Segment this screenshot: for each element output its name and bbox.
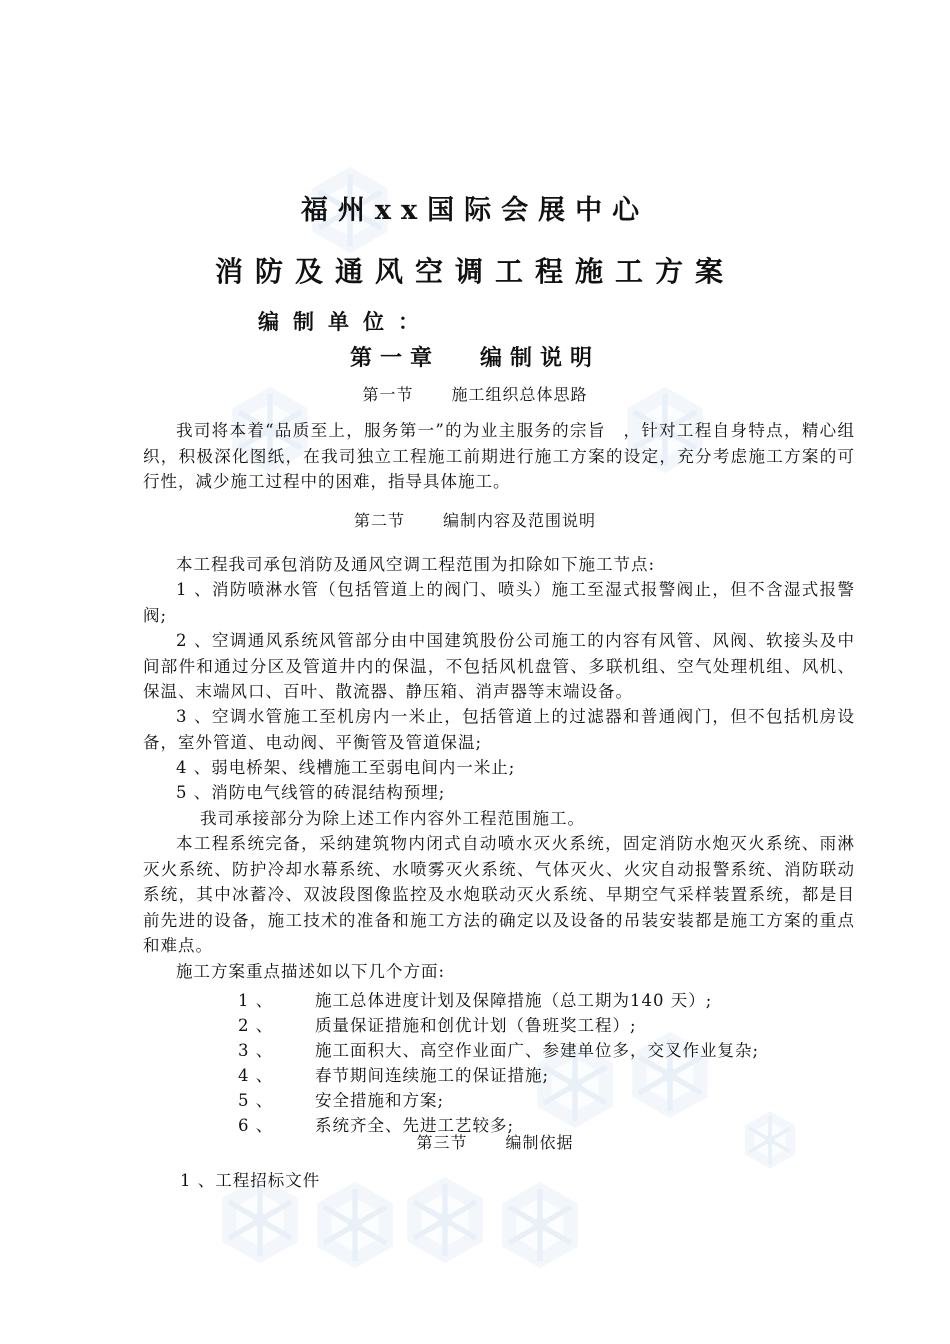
chapter-number: 第一章 — [349, 345, 440, 371]
basis-item: 1 、工程招标文件 — [180, 1171, 321, 1190]
section3-title: 编制依据 — [505, 1133, 574, 1152]
chapter-heading — [0, 341, 950, 372]
scope-item: 1 、消防喷淋水管（包括管道上的阀门、喷头）施工至湿式报警阀止，但不含湿式报警阀; — [143, 580, 855, 625]
section2-title: 编制内容及范围说明 — [443, 511, 597, 530]
section2-intro: 本工程我司承包消防及通风空调工程范围为扣除如下施工节点: — [176, 555, 656, 574]
system-paragraph: 本工程系统完备，采纳建筑物内闭式自动喷水灭火系统，固定消防水炮灭火系统、雨淋灭火系统、防护冷却水幕系统、水喷雾灭火系统、气体灭火、火灾自动报警系统、消防联动系统，其中冰蓄冷、双波段图像监控及水炮联动灭火系统、早期空气采样装置系统，都是目前先进的设备，施工技术的准备和施工方法的确定以及设备的吊装安装都是施工方案的重点和难点。 — [143, 834, 855, 955]
section1-number: 第一节 — [362, 385, 414, 404]
watermark-snowflake-icon — [310, 1180, 400, 1270]
document-title-line1: 福州xx国际会展中心 — [300, 195, 650, 226]
watermark-snowflake-icon — [400, 1175, 490, 1265]
section3-number: 第三节 — [416, 1133, 468, 1152]
section1-paragraph: 我司将本着“品质至上，服务第一”的为业主服务的宗旨 ，针对工程自身特点，精心组织，积极深化图纸，在我司独立工程施工前期进行施工方案的设定，充分考虑施工方案的可行性，减少施工过程中的困难，指导具体施工。 — [143, 421, 855, 491]
scope-note: 我司承接部分为除上述工作内容外工程范围施工。 — [200, 809, 585, 828]
document-page: 福州xx国际会展中心 消防及通风空调工程施工方案 编制单位： 第一章 编制说明 第一节 施工组织总体思路 我司将本着“品质至上，服务第一”的为业主服务的宗旨 ，针对工程自身特点，精心组织，积极深化图纸，在我司独立工程施工前期进行施工方案的设定，充分考虑施工方案的可行性，减少施工过程中的困难，指导具体施工。 第二节 编制内容及范围说明 本工程我司承包消防及通风空调工程范围为扣除如下施工节点: 1 、消防喷淋水管（包括管道上的阀门、喷头）施工至湿式报警阀止，但不含湿式报警阀; 2 、空调通风系统风管部分由中国建筑股份公司施工的内容有风管、风阀、软接头及中间部件和通过分区及管道井内的保温，不包括风机盘管、多联机组、空气处理机组、风机、保温、末端风口、百叶、散流器、静压箱、消声器等末端设备。 3 、空调水管施工至机房内一米止，包括管道上的过滤器和普通阀门，但不包括机房设备，室外管道、电动阀、平衡管及管道保温; 4 、弱电桥架、线槽施工至弱电间内一米止; 5 、消防电气线管的砖混结构预埋; 我司承接部分为除上述工作内容外工程范围施工。 本工程系统完备，采纳建筑物内闭式自动喷水灭火系统，固定消防水炮灭火系统、雨淋灭火系统、防护冷却水幕系统、水喷雾灭火系统、气体灭火、火灾自动报警系统、消防联动系统，其中冰蓄冷、双波段图像监控及水炮联动灭火系统、早期空气采样装置系统，都是目前先进的设备，施工技术的准备和施工方法的确定以及设备的吊装安装都是施工方案的重点和难点。 施工方案重点描述如以下几个方面: 1 、 施工总体进度计划及保障措施（总工期为140 天）; 2 、 质量保证措施和创优计划（鲁班奖工程）; 3 、 施工面积大、高空作业面广、参建单位多，交叉作业复杂; 4 、 春节期间连续施工的保证措施; 5 、 安全措施和方案; 6 、 系统齐全、先进工艺较多; 第三节 编制依据 1 、工程招标文件 — [0, 0, 950, 1344]
scope-item: 5 、消防电气线管的砖混结构预埋; — [176, 783, 446, 802]
section3-heading — [20, 1130, 950, 1153]
document-title-line2: 消防及通风空调工程施工方案 — [214, 255, 735, 288]
section2-heading — [0, 508, 950, 531]
scope-item: 2 、空调通风系统风管部分由中国建筑股份公司施工的内容有风管、风阀、软接头及中间部件和通过分区及管道井内的保温，不包括风机盘管、多联机组、空气处理机组、风机、保温、末端风口、百叶、散流器、静压箱、消声器等末端设备。 — [143, 631, 855, 701]
chapter-title: 编制说明 — [480, 345, 601, 371]
focus-intro: 施工方案重点描述如以下几个方面: — [176, 962, 446, 981]
section2-number: 第二节 — [353, 511, 405, 530]
watermark-snowflake-icon — [495, 1180, 585, 1270]
section1-heading — [0, 382, 950, 405]
scope-item: 3 、空调水管施工至机房内一米止，包括管道上的过滤器和普通阀门，但不包括机房设备，室外管道、电动阀、平衡管及管道保温; — [143, 707, 855, 752]
compiler-label: 编制单位： — [258, 309, 433, 334]
section1-title: 施工组织总体思路 — [451, 385, 588, 404]
scope-item: 4 、弱电桥架、线槽施工至弱电间内一米止; — [176, 758, 516, 777]
